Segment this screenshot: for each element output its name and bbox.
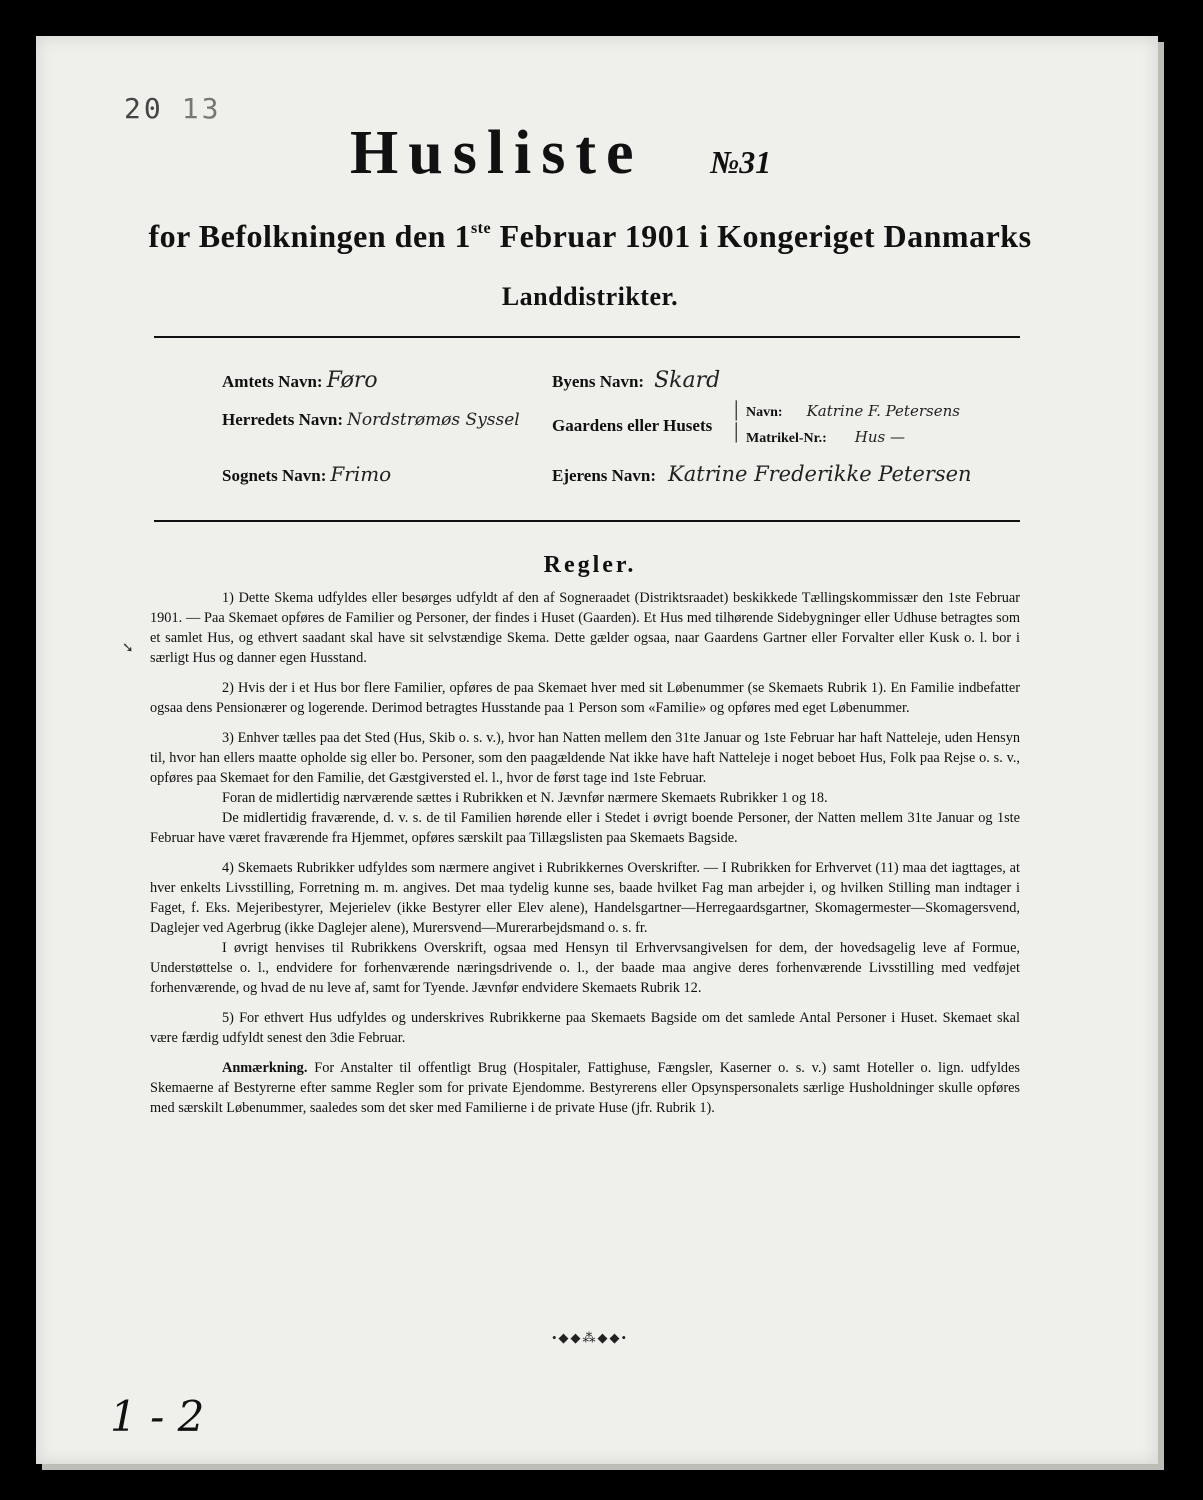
rule-3-note-n: Foran de midlertidig nærværende sættes i Rubrikken et N. Jævnfør nærmere Skemaets Rubrikker 1 og 18. [222,790,828,806]
matrikel-label: Matrikel-Nr.: [746,431,827,446]
archive-number-part: 20 [124,92,164,125]
sogn-field [222,462,391,486]
rule-3: 3) Enhver tælles paa det Sted (Hus, Skib o. s. v.), hvor han Natten mellem den 31te Januar og 1ste Februar har haft Natteleje, uden Hensyn til, hvor han ellers maatte opholde sig eller bo. Personer, som den paagældende Nat ikke have haft Natteleje i noget beboet Hus, Folk paa Rejse o. s. v., opføres paa Skemaet for den Familie, det Gæstgiversted el. l., hvor de først tage ind 1ste Februar. [150,730,1020,786]
form-subtitle [0,218,1180,255]
sheet-edge-bottom [42,1464,1164,1470]
rule-3-absent: De midlertidig fraværende, d. v. s. de til Familien hørende eller i Stedet i øvrigt boende Personer, der Natten mellem 31te Januar og 1ste Februar have været fraværende fra Hjemmet, opføres særskilt paa Tillægslisten paa Skemaets Bagside. [150,810,1020,846]
gaard-name-field [746,402,960,421]
matrikel-field [746,428,905,447]
subtitle-text-rest: Februar 1901 i Kongeriget Danmarks [491,218,1032,254]
ejer-label: Ejerens Navn: [552,466,657,485]
ornament-divider: •◆◆⁂◆◆• [551,1330,629,1345]
ejer-field [552,462,972,486]
remark [150,1058,1020,1118]
rule-1: 1) Dette Skema udfyldes eller besørges udfyldt af den af Sogneraadet (Distriktsraadet) beskikkede Tællingskommissær den 1ste Februar 1901. — Paa Skemaet opføres de Familier og Personer, der findes i Huset (Gaarden). Et Hus med tilhørende Sidebygninger eller Udhuse betragtes som et samlet Hus, og ethvert saadant skal have sit selvstændige Skema. Dette gælder ogsaa, naar Gaardens Gartner eller Forvalter eller Kusk o. l. bor i særligt Hus og danner egen Husstand. [150,590,1020,666]
amt-label: Amtets Navn: [222,372,323,391]
margin-arrow-icon: ➘ [122,641,134,656]
by-value: Skard [654,368,721,393]
rules-body [150,588,1020,1128]
rule-5: 5) For ethvert Hus udfyldes og underskrives Rubrikkerne paa Skemaets Bagside om det samlede Antal Personer i Huset. Skemaet skal være færdig udfyldt senest den 3die Februar. [150,1010,1020,1046]
rule-4: 4) Skemaets Rubrikker udfyldes som nærmere angivet i Rubrikkernes Overskrifter. — I Rubrikken for Erhvervet (11) maa det iagttages, at hver enkelts Livsstilling, Forretning m. m. angives. Det maa tydelig kunne ses, baade hvilket Fag man arbejder i, og hvilken Stilling man indtager i Faget, f. Eks. Mejeribestyrer, Mejerielev (ikke Bestyrer eller Elev alene), Handelsgartner—Herregaardsgartner, Skomagermester—Skomagersvend, Daglejer ved Agerbrug (ikke Daglejer alene), Murersvend—Murerarbejdsmand o. s. fr. [150,860,1020,936]
amt-field [222,368,378,393]
remark-text: For Anstalter til offentligt Brug (Hospitaler, Fattighuse, Fængsler, Kaserner o. s. v.) samt Hoteller o. lign. udfyldes Skemaerne af Bestyrerne efter samme Regler som for private Ejendomme. Bestyrerens eller Opsynspersonalets særlige Husholdninger skulle opføres med særskilt Løbenummer, saaledes som det sker med Familierne i de private Huse (jfr. Rubrik 1). [150,1060,1020,1116]
by-label: Byens Navn: [552,372,645,391]
sheet-edge-right [1158,42,1164,1464]
archive-number-stamp [124,92,221,125]
rules-heading: Regler. [543,552,637,578]
sogn-label: Sognets Navn: [222,466,327,485]
by-field [552,368,720,393]
herred-field [222,410,520,430]
herred-value: Nordstrømøs Syssel [347,410,520,430]
district-heading: Landdistrikter. [501,282,679,311]
subtitle-superscript: ste [470,220,492,237]
herred-label: Herredets Navn: [222,410,344,429]
rule-2: 2) Hvis der i et Hus bor flere Familier, opføres de paa Skemaet hver med sit Løbenummer (se Skemaets Rubrik 1). En Familie indbefatter ogsaa dens Pensionærer og logerende. Derimod betragtes Husstande paa 1 Person som «Familie» og opføres med eget Løbenummer. [150,680,1020,716]
ejer-value: Katrine Frederikke Petersen [668,462,972,486]
form-number: №31 [710,144,772,180]
gaard-field [552,416,712,436]
form-title: Husliste [350,119,644,187]
gaard-name-label: Navn: [746,405,783,420]
subtitle-text: for Befolkningen den 1 [148,218,471,254]
matrikel-value: Hus — [854,428,905,446]
remark-label: Anmærkning. [222,1060,308,1076]
gaard-label: Gaardens eller Husets [552,416,713,435]
brace: | | [734,396,739,443]
amt-value: Føro [326,368,378,393]
sheet-number: 1 - 2 [110,1392,205,1441]
sogn-value: Frimo [330,462,392,486]
divider-top [154,336,1020,338]
archive-number-part: 13 [181,92,222,125]
divider-bottom [154,520,1020,522]
rule-4-reference: I øvrigt henvises til Rubrikkens Overskrift, ogsaa med Hensyn til Erhvervsangivelsen for dem, der hovedsagelig leve af Formue, Understøttelse o. l., endvidere for forhenværende næringsdrivende o. l., der baade maa angive deres forhenværende Livsstilling med vedføjet forhenværende, og hvad de nu leve af, samt for Tyende. Jævnfør endvidere Skemaets Rubrik 12. [150,940,1020,996]
gaard-name-value: Katrine F. Petersens [806,402,960,420]
